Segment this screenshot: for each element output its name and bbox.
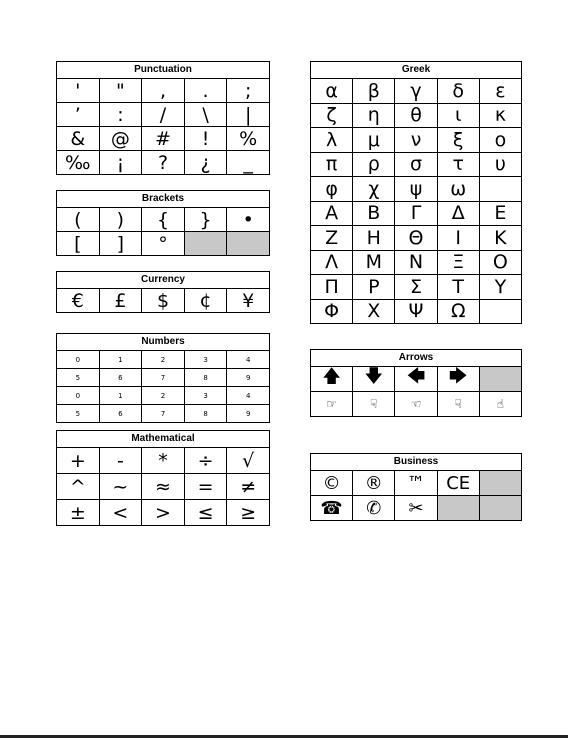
symbol-cell: #: [142, 127, 185, 150]
arrow-left-icon: 🡄: [395, 367, 437, 391]
symbol-cell: Ν: [395, 251, 437, 275]
symbol-cell: Γ: [395, 202, 437, 226]
table-title: Greek: [311, 62, 521, 79]
symbol-cell: @: [100, 127, 143, 150]
table-row: [57, 151, 269, 174]
table-row: [57, 500, 269, 525]
symbol-cell: Κ: [494, 226, 507, 249]
symbol-cell: χ: [353, 177, 395, 201]
symbol-cell: =: [185, 474, 228, 499]
symbol-cell: Λ: [311, 251, 353, 275]
symbol-cell: ±: [57, 500, 100, 525]
symbol-cell: 7: [142, 369, 185, 386]
symbol-cell: Μ: [353, 251, 395, 275]
table-row: [57, 351, 269, 369]
symbol-cell: [480, 300, 521, 324]
table-row: [57, 474, 269, 500]
symbol-cell: (: [57, 208, 100, 231]
arrow-down-icon: 🡇: [353, 367, 395, 391]
symbol-cell: ε: [495, 79, 506, 102]
table-row: [311, 251, 521, 276]
symbol-cell: 1: [100, 351, 143, 368]
symbol-cell: υ: [494, 153, 506, 176]
table-row: [57, 232, 269, 255]
hand-pointing-down-left-icon: ☟: [438, 392, 480, 416]
symbol-cell: ;: [244, 79, 252, 102]
table-row: [311, 104, 521, 129]
table-row: [311, 496, 521, 520]
symbol-cell: 9: [245, 409, 251, 418]
table-row: [57, 127, 269, 151]
arrow-right-icon: 🡆: [438, 367, 480, 391]
symbol-cell: ≥: [240, 501, 257, 524]
symbol-cell: Ρ: [353, 275, 395, 299]
symbol-cell: ": [100, 79, 143, 102]
symbol-cell: ®: [353, 471, 395, 495]
telephone-icon: ☎: [311, 496, 353, 520]
brackets-table: [56, 190, 270, 256]
symbol-cell: /: [142, 103, 185, 126]
symbol-cell: %: [239, 127, 258, 150]
symbol-cell: ζ: [311, 104, 353, 128]
table-title: Arrows: [311, 350, 521, 367]
symbol-cell: 4: [245, 391, 251, 400]
greek-table: [310, 61, 522, 324]
symbol-cell: τ: [438, 153, 480, 177]
symbol-cell: ≠: [240, 475, 257, 498]
symbol-cell: &: [57, 127, 100, 150]
empty-cell: [480, 471, 521, 495]
symbol-cell: ™: [395, 471, 437, 495]
symbol-cell: ]: [100, 232, 143, 255]
empty-cell: [438, 496, 480, 520]
scissors-icon: ✂: [395, 496, 437, 520]
symbol-cell: !: [185, 127, 228, 150]
symbol-cell: ο: [494, 128, 507, 151]
symbol-cell: Σ: [395, 275, 437, 299]
symbol-cell: 2: [142, 351, 185, 368]
symbol-cell: 0: [57, 351, 100, 368]
symbol-cell: Α: [311, 202, 353, 226]
symbol-cell: ι: [438, 104, 480, 128]
table-row: [57, 448, 269, 474]
table-row: [311, 128, 521, 153]
business-table: [310, 453, 522, 521]
table-row: [311, 226, 521, 251]
table-row: [311, 367, 521, 392]
symbol-cell: :: [100, 103, 143, 126]
numbers-table: [56, 333, 270, 423]
table-row: [311, 202, 521, 227]
mobile-phone-icon: ✆: [353, 496, 395, 520]
symbol-cell: √: [242, 449, 255, 472]
symbol-cell: Θ: [395, 226, 437, 250]
symbol-cell: ¥: [242, 289, 255, 312]
symbol-cell: 3: [185, 351, 228, 368]
symbol-cell: Ε: [494, 202, 507, 225]
symbol-cell: Ι: [438, 226, 480, 250]
symbol-cell: °: [142, 232, 185, 255]
symbol-cell: Δ: [438, 202, 480, 226]
symbol-cell: €: [57, 289, 100, 312]
symbol-cell: λ: [311, 128, 353, 152]
symbol-cell: |: [244, 103, 252, 126]
symbol-cell: φ: [311, 177, 353, 201]
table-row: [311, 471, 521, 496]
symbol-cell: {: [142, 208, 185, 231]
table-row: [57, 79, 269, 103]
symbol-cell: ¿: [185, 151, 228, 174]
symbol-cell: σ: [395, 153, 437, 177]
symbol-cell: _: [243, 151, 253, 174]
table-row: [311, 79, 521, 104]
symbol-cell: 8: [185, 405, 228, 422]
table-row: [57, 369, 269, 387]
symbol-cell: *: [142, 448, 185, 473]
symbol-cell: ψ: [395, 177, 437, 201]
symbol-cell: α: [311, 79, 353, 103]
table-title: Currency: [57, 272, 269, 289]
symbol-cell: Β: [353, 202, 395, 226]
symbol-cell: π: [311, 153, 353, 177]
symbol-cell: Ξ: [438, 251, 480, 275]
symbol-cell: ‰: [57, 151, 100, 174]
symbol-cell: ω: [438, 177, 480, 201]
symbol-cell: ≈: [142, 474, 185, 499]
symbol-cell: 8: [185, 369, 228, 386]
table-title: Mathematical: [57, 431, 269, 448]
table-title: Brackets: [57, 191, 269, 208]
symbol-cell: 7: [142, 405, 185, 422]
symbol-cell: •: [242, 208, 254, 231]
symbol-cell: θ: [395, 104, 437, 128]
table-title: Punctuation: [57, 62, 269, 79]
hand-pointing-up-icon: ☝: [496, 397, 505, 411]
symbol-cell: ’: [57, 103, 100, 126]
symbol-cell: Ζ: [311, 226, 353, 250]
symbol-cell: Ψ: [395, 300, 437, 324]
table-row: [311, 392, 521, 416]
symbol-cell: δ: [438, 79, 480, 103]
table-row: [311, 153, 521, 178]
table-row: [311, 275, 521, 300]
table-row: [57, 208, 269, 232]
symbol-cell: Υ: [494, 275, 507, 298]
table-row: [57, 103, 269, 127]
hand-pointing-left-icon: ☜: [395, 392, 437, 416]
punctuation-table: [56, 61, 270, 175]
symbol-cell: ≤: [185, 500, 228, 525]
symbol-cell: [: [57, 232, 100, 255]
symbol-cell: 5: [57, 405, 100, 422]
symbol-cell: -: [100, 448, 143, 473]
symbol-cell: [480, 177, 521, 201]
empty-cell: [185, 232, 228, 255]
table-row: [57, 405, 269, 422]
symbol-cell: £: [100, 289, 143, 312]
symbol-cell: }: [185, 208, 228, 231]
symbol-cell: ©: [311, 471, 353, 495]
arrow-up-icon: 🡅: [311, 367, 353, 391]
mathematical-table: [56, 430, 270, 526]
table-title: Numbers: [57, 334, 269, 351]
symbol-cell: ¢: [185, 289, 228, 312]
symbol-cell: CE: [438, 471, 480, 495]
symbol-cell: Τ: [438, 275, 480, 299]
symbol-cell: 9: [245, 373, 251, 382]
hand-pointing-down-icon: ☟: [353, 392, 395, 416]
symbol-cell: γ: [395, 79, 437, 103]
currency-table: [56, 271, 270, 313]
symbol-cell: <: [100, 500, 143, 525]
symbol-cell: κ: [494, 104, 507, 127]
arrows-table: [310, 349, 522, 417]
symbol-cell: β: [353, 79, 395, 103]
hand-pointing-right-icon: ☞: [311, 392, 353, 416]
symbol-cell: 0: [57, 387, 100, 404]
symbol-cell: ÷: [185, 448, 228, 473]
table-row: [311, 300, 521, 324]
symbol-cell: η: [353, 104, 395, 128]
symbol-cell: 6: [100, 405, 143, 422]
symbol-cell: 2: [142, 387, 185, 404]
symbol-cell: μ: [353, 128, 395, 152]
symbol-cell: ~: [100, 474, 143, 499]
table-title: Business: [311, 454, 521, 471]
symbol-cell: ¡: [100, 151, 143, 174]
symbol-cell: ^: [57, 474, 100, 499]
symbol-cell: Ω: [438, 300, 480, 324]
table-row: [311, 177, 521, 202]
symbol-cell: ρ: [353, 153, 395, 177]
symbol-cell: 6: [100, 369, 143, 386]
symbol-cell: \: [185, 103, 228, 126]
symbol-cell: ,: [142, 79, 185, 102]
empty-cell: [480, 367, 521, 391]
symbol-cell: 1: [100, 387, 143, 404]
symbol-cell: .: [185, 79, 228, 102]
symbol-cell: ?: [142, 151, 185, 174]
symbol-cell: Χ: [353, 300, 395, 324]
symbol-cell: Ο: [492, 251, 508, 274]
empty-cell: [227, 232, 269, 255]
symbol-cell: 5: [57, 369, 100, 386]
symbol-cell: $: [142, 289, 185, 312]
symbol-cell: ': [57, 79, 100, 102]
symbol-cell: 4: [245, 355, 251, 364]
symbol-cell: Η: [353, 226, 395, 250]
symbol-cell: ξ: [438, 128, 480, 152]
symbol-cell: Φ: [311, 300, 353, 324]
symbol-cell: 3: [185, 387, 228, 404]
symbol-cell: ): [100, 208, 143, 231]
symbol-cell: Π: [311, 275, 353, 299]
symbol-cell: >: [142, 500, 185, 525]
table-row: [57, 387, 269, 405]
symbol-cell: ν: [395, 128, 437, 152]
table-row: [57, 289, 269, 312]
empty-cell: [480, 496, 521, 520]
symbol-cell: +: [57, 448, 100, 473]
